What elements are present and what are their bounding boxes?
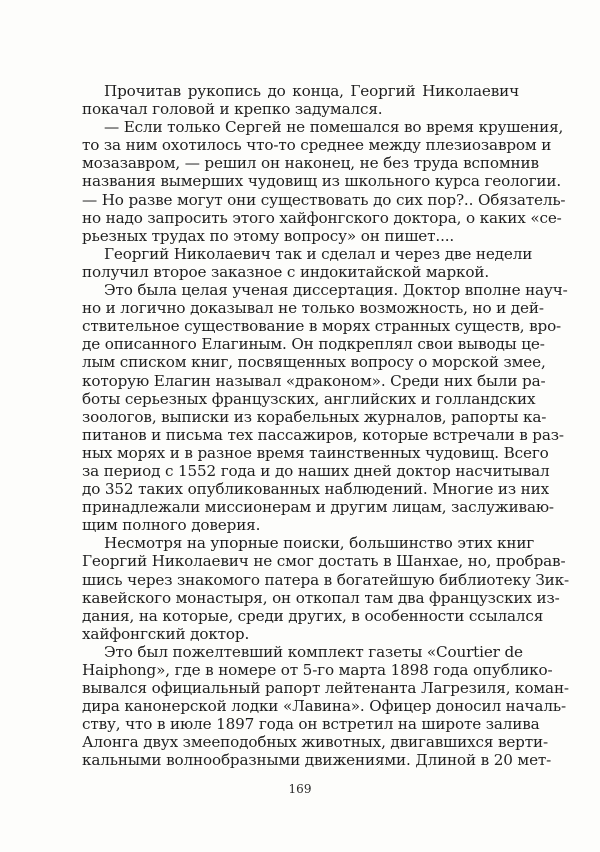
text-line: Георгий Николаевич не смог достать в Шанхае, но, пробрав- bbox=[82, 552, 566, 571]
text-line: щим полного доверия. bbox=[82, 516, 261, 535]
page-number: 169 bbox=[288, 782, 312, 796]
text-line: Это была целая ученая диссертация. Доктор вполне науч- bbox=[104, 281, 568, 300]
text-line: Это был пожелтевший комплект газеты «Courtier de bbox=[104, 642, 523, 661]
text-line: принадлежали миссионерам и другим лицам, заслуживаю- bbox=[82, 498, 554, 517]
text-line: лым списком книг, посвященных вопросу о морской змее, bbox=[82, 353, 546, 372]
text-line: вывался официальный рапорт лейтенанта Лагрезиля, коман- bbox=[82, 679, 569, 698]
text-line: Алонга двух змееподобных животных, двигавшихся верти- bbox=[82, 733, 548, 752]
text-line: ствительное существование в морях странных существ, вро- bbox=[82, 317, 562, 336]
text-line: получил второе заказное с индокитайской маркой. bbox=[82, 262, 490, 281]
text-line: дира канонерской лодки «Лавина». Офицер доносил началь- bbox=[82, 697, 566, 716]
text-line: ных морях и в разное время таинственных чудовищ. Всего bbox=[82, 443, 549, 462]
text-line: — Если только Сергей не помешался во время крушения, bbox=[104, 118, 564, 137]
text-line: мозазавром, — решил он наконец, не без труда вспомнив bbox=[82, 154, 539, 173]
text-line: дания, на которые, среди других, в особенности ссылался bbox=[82, 606, 544, 625]
text-line: то за ним охотилось что-то среднее между плезиозавром и bbox=[82, 136, 552, 155]
text-line: рьезных трудах по этому вопросу» он пишет.... bbox=[82, 226, 455, 245]
text-line: за период с 1552 года и до наших дней доктор насчитывал bbox=[82, 461, 550, 480]
text-line: Несмотря на упорные поиски, большинство этих книг bbox=[104, 534, 535, 553]
text-line: до 352 таких опубликованных наблюдений. Многие из них bbox=[82, 480, 550, 499]
text-line: — Но разве могут они существовать до сих пор?.. Обязатель- bbox=[82, 190, 566, 209]
text-line: Haiphong», где в номере от 5-го марта 1898 года опублико- bbox=[82, 661, 553, 679]
text-line: шись через знакомого патера в богатейшую библиотеку Зик- bbox=[82, 570, 569, 589]
text-line: де описанного Елагиным. Он подкреплял свои выводы це- bbox=[82, 335, 545, 354]
text-line: кальными волнообразными движениями. Длиной в 20 мет- bbox=[82, 751, 552, 770]
text-line: хайфонгский доктор. bbox=[82, 624, 250, 643]
text-line: покачал головой и крепко задумался. bbox=[82, 100, 383, 119]
text-line: Георгий Николаевич так и сделал и через две недели bbox=[104, 244, 533, 263]
text-line: кавейского монастыря, он откопал там два французских из- bbox=[82, 588, 560, 607]
text-line: ству, что в июле 1897 года он встретил на широте залива bbox=[82, 715, 540, 734]
text-line: которую Елагин называл «драконом». Среди них были ра- bbox=[82, 371, 546, 390]
text-line: боты серьезных французских, английских и голландских bbox=[82, 389, 536, 408]
text-line: питанов и письма тех пассажиров, которые встречали в раз- bbox=[82, 425, 564, 444]
page-body-text bbox=[82, 82, 569, 770]
text-line: но надо запросить этого хайфонгского доктора, о каких «се- bbox=[82, 208, 562, 227]
text-line: Прочитав рукопись до конца, Георгий Николаевич bbox=[104, 82, 519, 100]
text-line: названия вымерших чудовищ из школьного курса геологии. bbox=[82, 172, 562, 191]
text-line: но и логично доказывал не только возможность, но и дей- bbox=[82, 299, 544, 318]
text-line: зоологов, выписки из корабельных журналов, рапорты ка- bbox=[82, 407, 547, 426]
